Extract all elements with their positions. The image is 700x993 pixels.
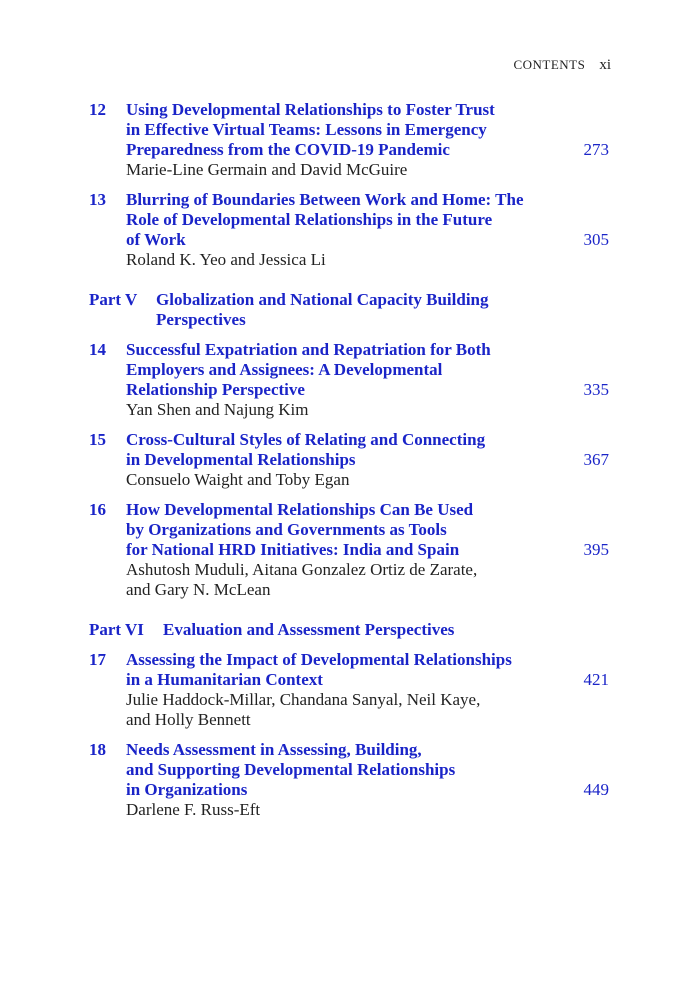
chapter-title-line[interactable]: in Effective Virtual Teams: Lessons in Emergency <box>126 120 487 139</box>
chapter-authors: and Gary N. McLean <box>126 580 271 599</box>
chapter-title-line[interactable]: of Work <box>126 230 186 249</box>
chapter-title-line[interactable]: Needs Assessment in Assessing, Building, <box>126 740 422 759</box>
chapter-title-line[interactable]: Using Developmental Relationships to Foster Trust <box>126 100 495 119</box>
page-number-link[interactable]: 395 <box>583 540 609 559</box>
chapter-number: 18 <box>89 740 106 759</box>
page-number-link[interactable]: 305 <box>583 230 609 249</box>
chapter-authors: and Holly Bennett <box>126 710 251 729</box>
chapter-number: 17 <box>89 650 106 669</box>
toc-entry[interactable] <box>89 100 609 180</box>
page-number-link[interactable]: 273 <box>583 140 609 159</box>
toc-entry[interactable] <box>89 500 609 600</box>
chapter-title-line[interactable]: Successful Expatriation and Repatriation for Both <box>126 340 491 359</box>
part-label: Part VI <box>89 620 144 639</box>
toc-entry[interactable] <box>89 190 609 270</box>
running-header <box>513 57 611 74</box>
chapter-authors: Ashutosh Muduli, Aitana Gonzalez Ortiz de Zarate, <box>126 560 478 579</box>
toc-entry[interactable] <box>89 340 609 420</box>
chapter-title-line[interactable]: and Supporting Developmental Relationships <box>126 760 456 779</box>
chapter-title-line[interactable]: How Developmental Relationships Can Be Used <box>126 500 474 519</box>
toc-entry[interactable] <box>89 430 609 490</box>
chapter-number: 12 <box>89 100 106 119</box>
part-label: Part V <box>89 290 138 309</box>
chapter-title-line[interactable]: Cross-Cultural Styles of Relating and Connecting <box>126 430 486 449</box>
chapter-title-line[interactable]: Employers and Assignees: A Developmental <box>126 360 443 379</box>
chapter-title-line[interactable]: by Organizations and Governments as Tools <box>126 520 447 539</box>
running-head-label: CONTENTS <box>513 57 586 72</box>
page-number-link[interactable]: 367 <box>583 450 609 469</box>
page-number-link[interactable]: 335 <box>583 380 609 399</box>
chapter-number: 14 <box>89 340 106 359</box>
chapter-authors: Julie Haddock-Millar, Chandana Sanyal, Neil Kaye, <box>126 690 481 709</box>
toc-entry[interactable] <box>89 650 609 730</box>
chapter-title-line[interactable]: Role of Developmental Relationships in the Future <box>126 210 493 229</box>
toc-entry[interactable] <box>89 740 609 820</box>
chapter-title-line[interactable]: Assessing the Impact of Developmental Relationships <box>126 650 512 669</box>
chapter-authors: Consuelo Waight and Toby Egan <box>126 470 350 489</box>
chapter-authors: Darlene F. Russ-Eft <box>126 800 261 819</box>
part-title-line: Evaluation and Assessment Perspectives <box>163 620 455 639</box>
chapter-authors: Roland K. Yeo and Jessica Li <box>126 250 326 269</box>
chapter-title-line[interactable]: Preparedness from the COVID-19 Pandemic <box>126 140 450 159</box>
chapter-authors: Yan Shen and Najung Kim <box>126 400 309 419</box>
table-of-contents <box>89 100 609 830</box>
chapter-title-line[interactable]: for National HRD Initiatives: India and Spain <box>126 540 460 559</box>
chapter-title-line[interactable]: Relationship Perspective <box>126 380 305 399</box>
page-number-link[interactable]: 449 <box>583 780 609 799</box>
page-number-link[interactable]: 421 <box>583 670 609 689</box>
chapter-number: 13 <box>89 190 106 209</box>
part-title-line: Perspectives <box>156 310 246 329</box>
chapter-authors: Marie-Line Germain and David McGuire <box>126 160 408 179</box>
part-title-line: Globalization and National Capacity Building <box>156 290 489 309</box>
chapter-title-line[interactable]: in a Humanitarian Context <box>126 670 323 689</box>
chapter-number: 16 <box>89 500 106 519</box>
part-heading[interactable] <box>89 620 609 640</box>
page-folio: xi <box>599 57 611 73</box>
part-heading[interactable] <box>89 290 609 330</box>
chapter-number: 15 <box>89 430 106 449</box>
chapter-title-line[interactable]: Blurring of Boundaries Between Work and Home: The <box>126 190 524 209</box>
chapter-title-line[interactable]: in Organizations <box>126 780 248 799</box>
chapter-title-line[interactable]: in Developmental Relationships <box>126 450 356 469</box>
